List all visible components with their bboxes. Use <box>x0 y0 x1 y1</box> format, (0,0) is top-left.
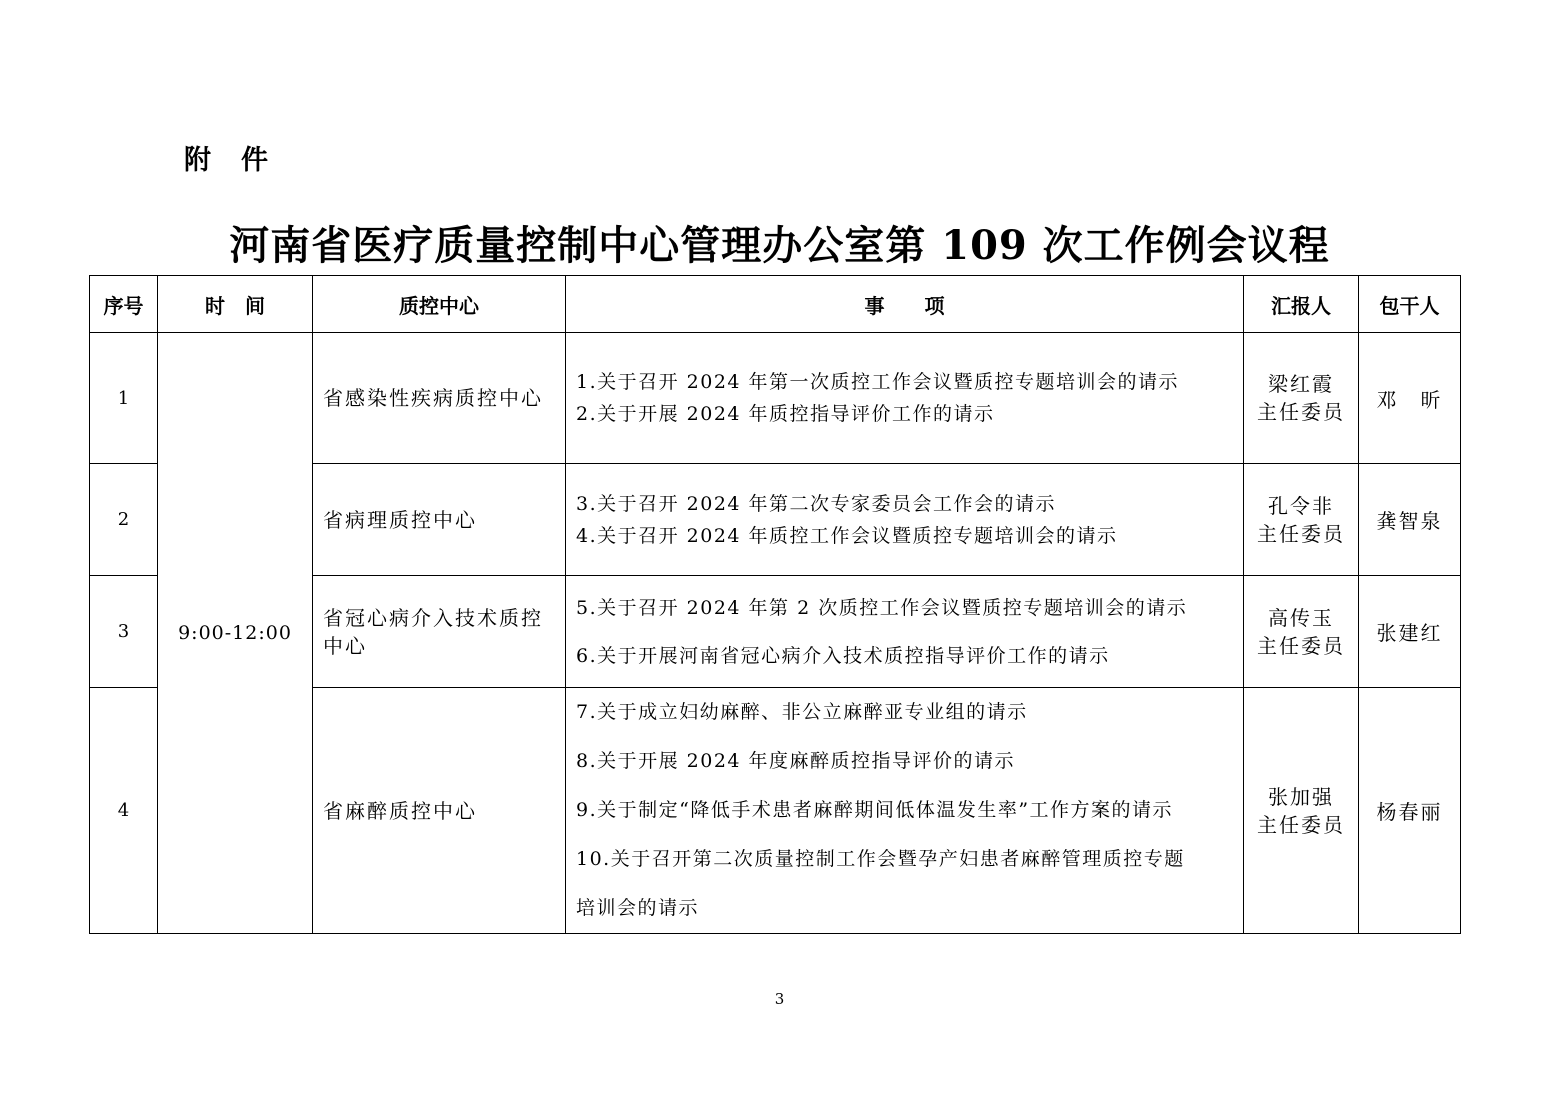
reporter-title: 主任委员 <box>1257 400 1345 424</box>
agenda-item: 1.关于召开 2024 年第一次质控工作会议暨质控专题培训会的请示 <box>576 371 1180 393</box>
row-reporter <box>1244 464 1359 576</box>
row-leader: 龚智泉 <box>1359 464 1461 576</box>
reporter-name: 张加强 <box>1268 784 1334 809</box>
attachment-label-right: 件 <box>241 145 270 176</box>
agenda-item: 培训会的请示 <box>576 897 700 919</box>
reporter-title: 主任委员 <box>1257 633 1345 658</box>
agenda-item: 3.关于召开 2024 年第二次专家委员会工作会的请示 <box>576 492 1057 515</box>
reporter-title: 主任委员 <box>1257 812 1345 837</box>
page-number: 3 <box>774 990 785 1008</box>
row-center: 省麻醉质控中心 <box>313 688 566 934</box>
header-items: 事 项 <box>566 276 1244 333</box>
row-reporter <box>1244 333 1359 464</box>
reporter-name: 梁红霞 <box>1268 372 1334 396</box>
page-title: 河南省医疗质量控制中心管理办公室第 109 次工作例会议程 <box>229 222 1330 269</box>
row-items <box>566 464 1244 576</box>
agenda-item: 10.关于召开第二次质量控制工作会暨孕产妇患者麻醉管理质控专题 <box>576 848 1185 870</box>
header-leader: 包干人 <box>1359 276 1461 333</box>
attachment-label <box>184 138 270 177</box>
row-reporter <box>1244 688 1359 934</box>
agenda-item: 6.关于开展河南省冠心病介入技术质控指导评价工作的请示 <box>576 644 1110 667</box>
row-center: 省病理质控中心 <box>313 464 566 576</box>
agenda-item: 9.关于制定“降低手术患者麻醉期间低体温发生率”工作方案的请示 <box>576 799 1174 821</box>
reporter-name: 高传玉 <box>1268 605 1334 630</box>
header-seq: 序号 <box>90 276 158 333</box>
row-items <box>566 688 1244 934</box>
reporter-title: 主任委员 <box>1257 521 1345 546</box>
time-slot: 9:00-12:00 <box>158 333 313 934</box>
agenda-item: 5.关于召开 2024 年第 2 次质控工作会议暨质控专题培训会的请示 <box>576 596 1188 619</box>
header-reporter: 汇报人 <box>1244 276 1359 333</box>
row-seq: 1 <box>90 333 158 464</box>
agenda-item: 4.关于召开 2024 年质控工作会议暨质控专题培训会的请示 <box>576 524 1118 547</box>
agenda-item: 8.关于开展 2024 年度麻醉质控指导评价的请示 <box>576 750 1016 772</box>
header-center: 质控中心 <box>313 276 566 333</box>
row-leader: 杨春丽 <box>1359 688 1461 934</box>
row-leader: 邓 昕 <box>1359 333 1461 464</box>
row-center: 省感染性疾病质控中心 <box>313 333 566 464</box>
table-header-row <box>90 276 1461 333</box>
row-center: 省冠心病介入技术质控中心 <box>313 576 566 688</box>
row-reporter <box>1244 576 1359 688</box>
header-time: 时 间 <box>158 276 313 333</box>
agenda-table <box>89 275 1461 934</box>
attachment-label-left: 附 <box>184 145 213 176</box>
row-leader: 张建红 <box>1359 576 1461 688</box>
row-seq: 2 <box>90 464 158 576</box>
row-items <box>566 576 1244 688</box>
row-seq: 4 <box>90 688 158 934</box>
table-row <box>90 333 1461 464</box>
agenda-item: 2.关于开展 2024 年质控指导评价工作的请示 <box>576 403 995 425</box>
agenda-item: 7.关于成立妇幼麻醉、非公立麻醉亚专业组的请示 <box>576 701 1028 723</box>
row-seq: 3 <box>90 576 158 688</box>
reporter-name: 孔令非 <box>1268 493 1334 518</box>
row-items <box>566 333 1244 464</box>
